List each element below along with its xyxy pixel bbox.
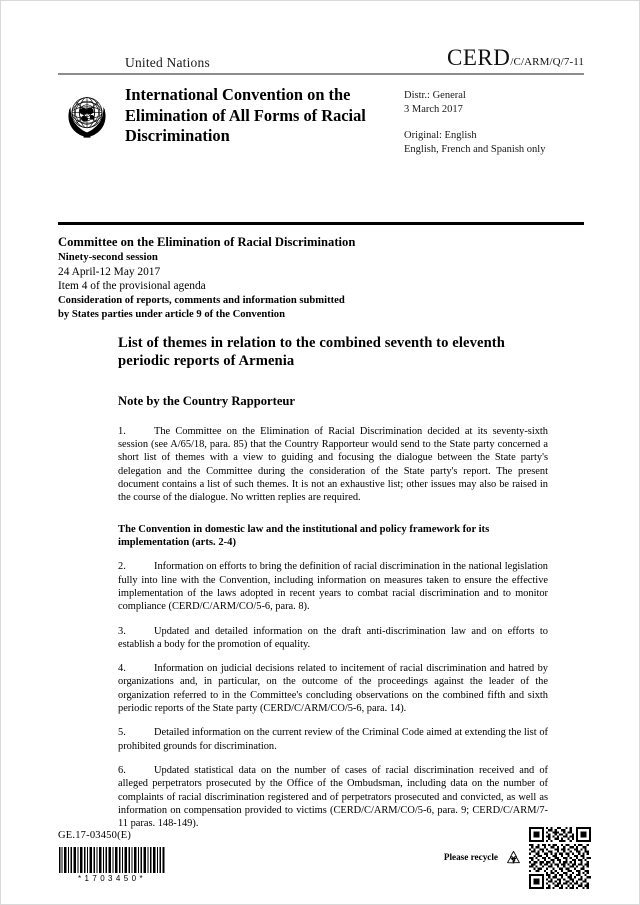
paragraph-text: Detailed information on the current review of the Criminal Code aimed at extending the list of prohibited grounds for discrimination. bbox=[118, 727, 548, 752]
distribution-line: Distr.: General bbox=[404, 90, 466, 101]
paragraph-3 bbox=[118, 625, 548, 652]
paragraph-4 bbox=[118, 662, 548, 715]
emblem-container bbox=[58, 84, 125, 156]
qr-code-icon bbox=[529, 827, 591, 889]
masthead-divider bbox=[58, 73, 584, 75]
footer-right bbox=[431, 827, 591, 889]
agenda-item: Item 4 of the provisional agenda bbox=[58, 280, 206, 293]
masthead bbox=[58, 45, 584, 156]
barcode-container bbox=[58, 847, 166, 883]
paragraph-number: 1. bbox=[118, 425, 126, 437]
paragraph-number: 2. bbox=[118, 561, 126, 573]
section-heading: The Convention in domestic law and the institutional and policy framework for its implementation (arts. 2-4) bbox=[118, 523, 490, 548]
convention-title: International Convention on the Elimination of All Forms of Racial Discrimination bbox=[125, 85, 366, 145]
paragraph-text: Information on judicial decisions related to incitement of racial discrimination and hatred by organizations and, in particular, on the outcome of the proceedings against the leader of the organization referred to in the Committee's concluding observations on the combined fifth and sixth periodic reports of the State party (CERD/C/ARM/CO/5-6, para. 14). bbox=[118, 663, 548, 715]
distribution-spacer bbox=[404, 116, 584, 129]
recycle-icon bbox=[504, 849, 523, 868]
document-symbol-main: CERD bbox=[447, 45, 511, 70]
paragraph-2 bbox=[118, 560, 548, 613]
paragraph-number: 3. bbox=[118, 625, 126, 637]
barcode-icon bbox=[58, 847, 166, 873]
paragraph-number: 6. bbox=[118, 764, 126, 776]
page-title: List of themes in relation to the combined seventh to eleventh periodic reports of Armenia bbox=[118, 335, 505, 370]
footer-left bbox=[58, 830, 318, 883]
committee-name: Committee on the Elimination of Racial Discrimination bbox=[58, 235, 356, 249]
document-subtitle: Note by the Country Rapporteur bbox=[118, 393, 296, 408]
agenda-title-line-1: Consideration of reports, comments and information submitted bbox=[58, 294, 345, 306]
paragraph-text: Updated statistical data on the number of cases of racial discrimination received and of alleged perpetrators prosecuted by the Office of the Ombudsman, including data on the number of complaints of racial discrimination registered and of perpetrators prosecuted and convicted, as well as information on compensation provided to victims (CERD/C/ARM/CO/5-6, para. 9; CERD/C/ARM/7-11 paras. 148-149). bbox=[118, 764, 548, 830]
document-symbol bbox=[447, 45, 584, 71]
organization-name: United Nations bbox=[125, 55, 210, 70]
agenda-title-line-2: by States parties under article 9 of the Convention bbox=[58, 309, 285, 321]
paragraph-number: 4. bbox=[118, 663, 126, 675]
paragraph-6 bbox=[118, 764, 548, 830]
document-body bbox=[118, 334, 548, 830]
committee-session: Ninety-second session bbox=[58, 251, 158, 264]
document-date: 3 March 2017 bbox=[404, 103, 463, 115]
document-symbol-suffix: /C/ARM/Q/7-11 bbox=[510, 56, 584, 68]
committee-block bbox=[58, 235, 584, 323]
available-languages: English, French and Spanish only bbox=[404, 143, 546, 155]
masthead-body-row bbox=[58, 84, 584, 156]
recycle-label: Please recycle bbox=[443, 852, 498, 862]
un-emblem-icon bbox=[58, 86, 116, 144]
paragraph-text: Updated and detailed information on the draft anti-discrimination law and on efforts to establish a body for the promotion of equality. bbox=[118, 625, 548, 650]
paragraph-1 bbox=[118, 425, 548, 505]
masthead-top-row bbox=[58, 45, 584, 71]
paragraph-5 bbox=[118, 726, 548, 753]
distribution-block bbox=[404, 84, 584, 156]
original-language: Original: English bbox=[404, 130, 477, 141]
paragraph-text: The Committee on the Elimination of Racial Discrimination decided at its seventy-sixth session (see A/65/18, para. 85) that the Country Rapporteur would send to the State party concerned a short list of themes with a view to guiding and focusing the dialogue between the State party's delegation and the Committee during the consideration of the State party's report. The present document contains a list of such themes. It is not an exhaustive list; other issues may also be raised in the course of the dialogue. No written replies are required. bbox=[118, 425, 548, 504]
section-divider bbox=[58, 222, 584, 225]
paragraph-number: 5. bbox=[118, 727, 126, 739]
barcode-number: *1703450* bbox=[78, 874, 146, 883]
paragraph-text: Information on efforts to bring the definition of racial discrimination in the national legislation fully into line with the Convention, including information on measures taken to ensure the effective implementation of the laws adopted in recent years to combat racial discrimination and to monitor compliance (CERD/C/ARM/CO/5-6, para. 8). bbox=[118, 561, 548, 613]
committee-dates: 24 April-12 May 2017 bbox=[58, 265, 161, 278]
job-number: GE.17-03450(E) bbox=[58, 830, 132, 841]
